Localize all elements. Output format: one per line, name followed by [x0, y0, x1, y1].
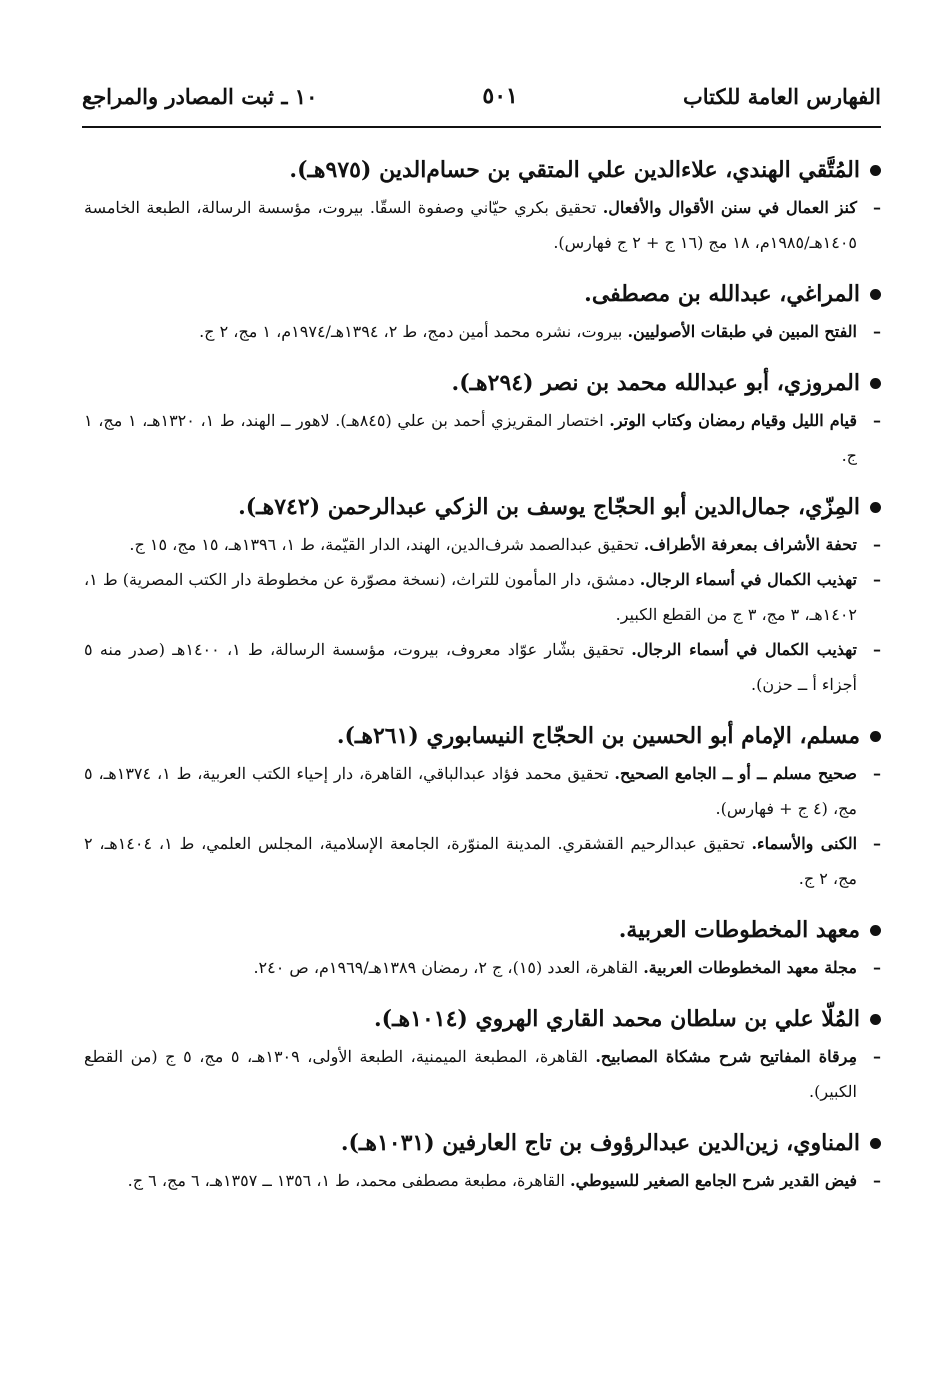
bibliography-entry — [84, 487, 881, 702]
author-heading — [84, 487, 881, 527]
dash-marker: – — [873, 640, 881, 659]
bullet-icon — [870, 925, 881, 936]
dash-marker: – — [873, 1047, 881, 1066]
work-item — [84, 826, 881, 896]
author-name: المناوي، زين‌الدين عبدالرؤوف بن تاج العارفين (١٠٣١هـ). — [340, 1130, 860, 1156]
dash-marker: – — [873, 1171, 881, 1190]
work-details: القاهرة، المطبعة الميمنية، الطبعة الأولى، ١٣٠٩هـ، ٥ مج، ٥ ج (من القطع الكبير). — [84, 1047, 857, 1101]
work-item — [84, 527, 881, 562]
author-name: مسلم، الإمام أبو الحسين بن الحجّاج النيسابوري (٢٦١هـ). — [336, 723, 860, 749]
work-details: تحقيق عبدالصمد شرف‌الدين، الهند، الدار القيّمة، ط ١، ١٣٩٦هـ، ١٥ مج، ١٥ ج. — [129, 535, 639, 554]
work-title: تحفة الأشراف بمعرفة الأطراف. — [643, 535, 857, 554]
running-header — [82, 78, 881, 114]
bullet-icon — [870, 378, 881, 389]
author-name: المروزي، أبو عبدالله محمد بن نصر (٢٩٤هـ). — [451, 370, 860, 396]
author-name: المُتَّقي الهندي، علاءالدين علي المتقي بن حسام‌الدين (٩٧٥هـ). — [289, 157, 860, 183]
work-details: القاهرة، العدد (١٥)، ج ٢، رمضان ١٣٨٩هـ/١٩٦٩م، ص ٢٤٠. — [253, 958, 639, 977]
page-number: ٥٠١ — [482, 83, 518, 109]
author-heading — [84, 910, 881, 950]
work-item — [84, 562, 881, 632]
dash-marker: – — [873, 958, 881, 977]
work-title: كنز العمال في سنن الأقوال والأفعال. — [602, 198, 857, 217]
work-title: فيض القدير شرح الجامع الصغير للسيوطي. — [570, 1171, 857, 1190]
dash-marker: – — [873, 535, 881, 554]
work-title: مجلة معهد المخطوطات العربية. — [643, 958, 857, 977]
dash-marker: – — [873, 411, 881, 430]
work-item — [84, 1163, 881, 1198]
bibliography-entry — [84, 910, 881, 985]
work-item — [84, 632, 881, 702]
work-item — [84, 403, 881, 473]
work-details: اختصار المقريزي أحمد بن علي (٨٤٥هـ). لاهور ــ الهند، ط ١، ١٣٢٠هـ، ١ مج، ١ ج. — [84, 411, 857, 465]
bibliography-entry — [84, 363, 881, 473]
dash-marker: – — [873, 322, 881, 341]
author-name: المِزّي، جمال‌الدين أبو الحجّاج يوسف بن الزكي عبدالرحمن (٧٤٢هـ). — [238, 494, 860, 520]
bullet-icon — [870, 731, 881, 742]
author-heading — [84, 274, 881, 314]
work-item — [84, 190, 881, 260]
work-title: مِرقاة المفاتيح شرح مشكاة المصابيح. — [595, 1047, 858, 1066]
author-heading — [84, 363, 881, 403]
author-heading — [84, 716, 881, 756]
bibliography-entry — [84, 150, 881, 260]
author-name: المُلّا علي بن سلطان محمد القاري الهروي (١٠١٤هـ). — [374, 1006, 860, 1032]
bullet-icon — [870, 502, 881, 513]
bibliography-entry — [84, 716, 881, 896]
bibliography-entry — [84, 1123, 881, 1198]
work-title: صحيح مسلم ــ أو ــ الجامع الصحيح. — [614, 764, 858, 783]
author-name: المراغي، عبدالله بن مصطفى. — [584, 281, 860, 307]
bullet-icon — [870, 165, 881, 176]
author-heading — [84, 150, 881, 190]
work-item — [84, 950, 881, 985]
work-details: تحقيق بكري حيّاني وصفوة السقّا. بيروت، مؤسسة الرسالة، الطبعة الخامسة ١٤٠٥هـ/١٩٨٥م، ١٨ مج (١٦ ج + ٢ ج فهارس). — [84, 198, 857, 252]
work-details: بيروت، نشره محمد أمين دمج، ط ٢، ١٣٩٤هـ/١٩٧٤م، ١ مج، ٢ ج. — [199, 322, 623, 341]
bibliography-entry — [84, 999, 881, 1109]
author-heading — [84, 1123, 881, 1163]
dash-marker: – — [873, 570, 881, 589]
dash-marker: – — [873, 764, 881, 783]
bibliography-entry — [84, 274, 881, 349]
dash-marker: – — [873, 834, 881, 853]
author-name: معهد المخطوطات العربية. — [618, 917, 860, 943]
bibliography-list — [84, 150, 881, 1353]
author-heading — [84, 999, 881, 1039]
work-details: تحقيق بشّار عوّاد معروف، بيروت، مؤسسة الرسالة، ط ١، ١٤٠٠هـ (صدر منه ٥ أجزاء أ ــ حزن). — [84, 640, 857, 694]
bullet-icon — [870, 1014, 881, 1025]
work-title: الفتح المبين في طبقات الأصوليين. — [627, 322, 857, 341]
work-details: القاهرة، مطبعة مصطفى محمد، ط ١، ١٣٥٦ ــ ١٣٥٧هـ، ٦ مج، ٦ ج. — [127, 1171, 565, 1190]
header-section-title: ١٠ ـ ثبت المصادر والمراجع — [82, 83, 318, 109]
work-title: قيام الليل وقيام رمضان وكتاب الوتر. — [609, 411, 858, 430]
work-details: تحقيق عبدالرحيم القشقري. المدينة المنوّرة، الجامعة الإسلامية، المجلس العلمي، ط ١، ١٤٠٤هـ، ٢ مج، ٢ ج. — [84, 834, 857, 888]
header-book-title: الفهارس العامة للكتاب — [682, 83, 881, 109]
work-title: تهذيب الكمال في أسماء الرجال. — [631, 640, 858, 659]
bullet-icon — [870, 289, 881, 300]
header-rule — [82, 126, 881, 128]
work-item — [84, 1039, 881, 1109]
bullet-icon — [870, 1138, 881, 1149]
work-title: تهذيب الكمال في أسماء الرجال. — [639, 570, 857, 589]
work-item — [84, 756, 881, 826]
work-item — [84, 314, 881, 349]
dash-marker: – — [873, 198, 881, 217]
work-details: تحقيق محمد فؤاد عبدالباقي، القاهرة، دار إحياء الكتب العربية، ط ١، ١٣٧٤هـ، ٥ مج، (٤ ج + فهارس). — [84, 764, 857, 818]
work-details: دمشق، دار المأمون للتراث، (نسخة مصوّرة عن مخطوطة دار الكتب المصرية) ط ١، ١٤٠٢هـ، ٣ مج، ٣ ج من القطع الكبير. — [84, 570, 857, 624]
work-title: الكنى والأسماء. — [751, 834, 858, 853]
